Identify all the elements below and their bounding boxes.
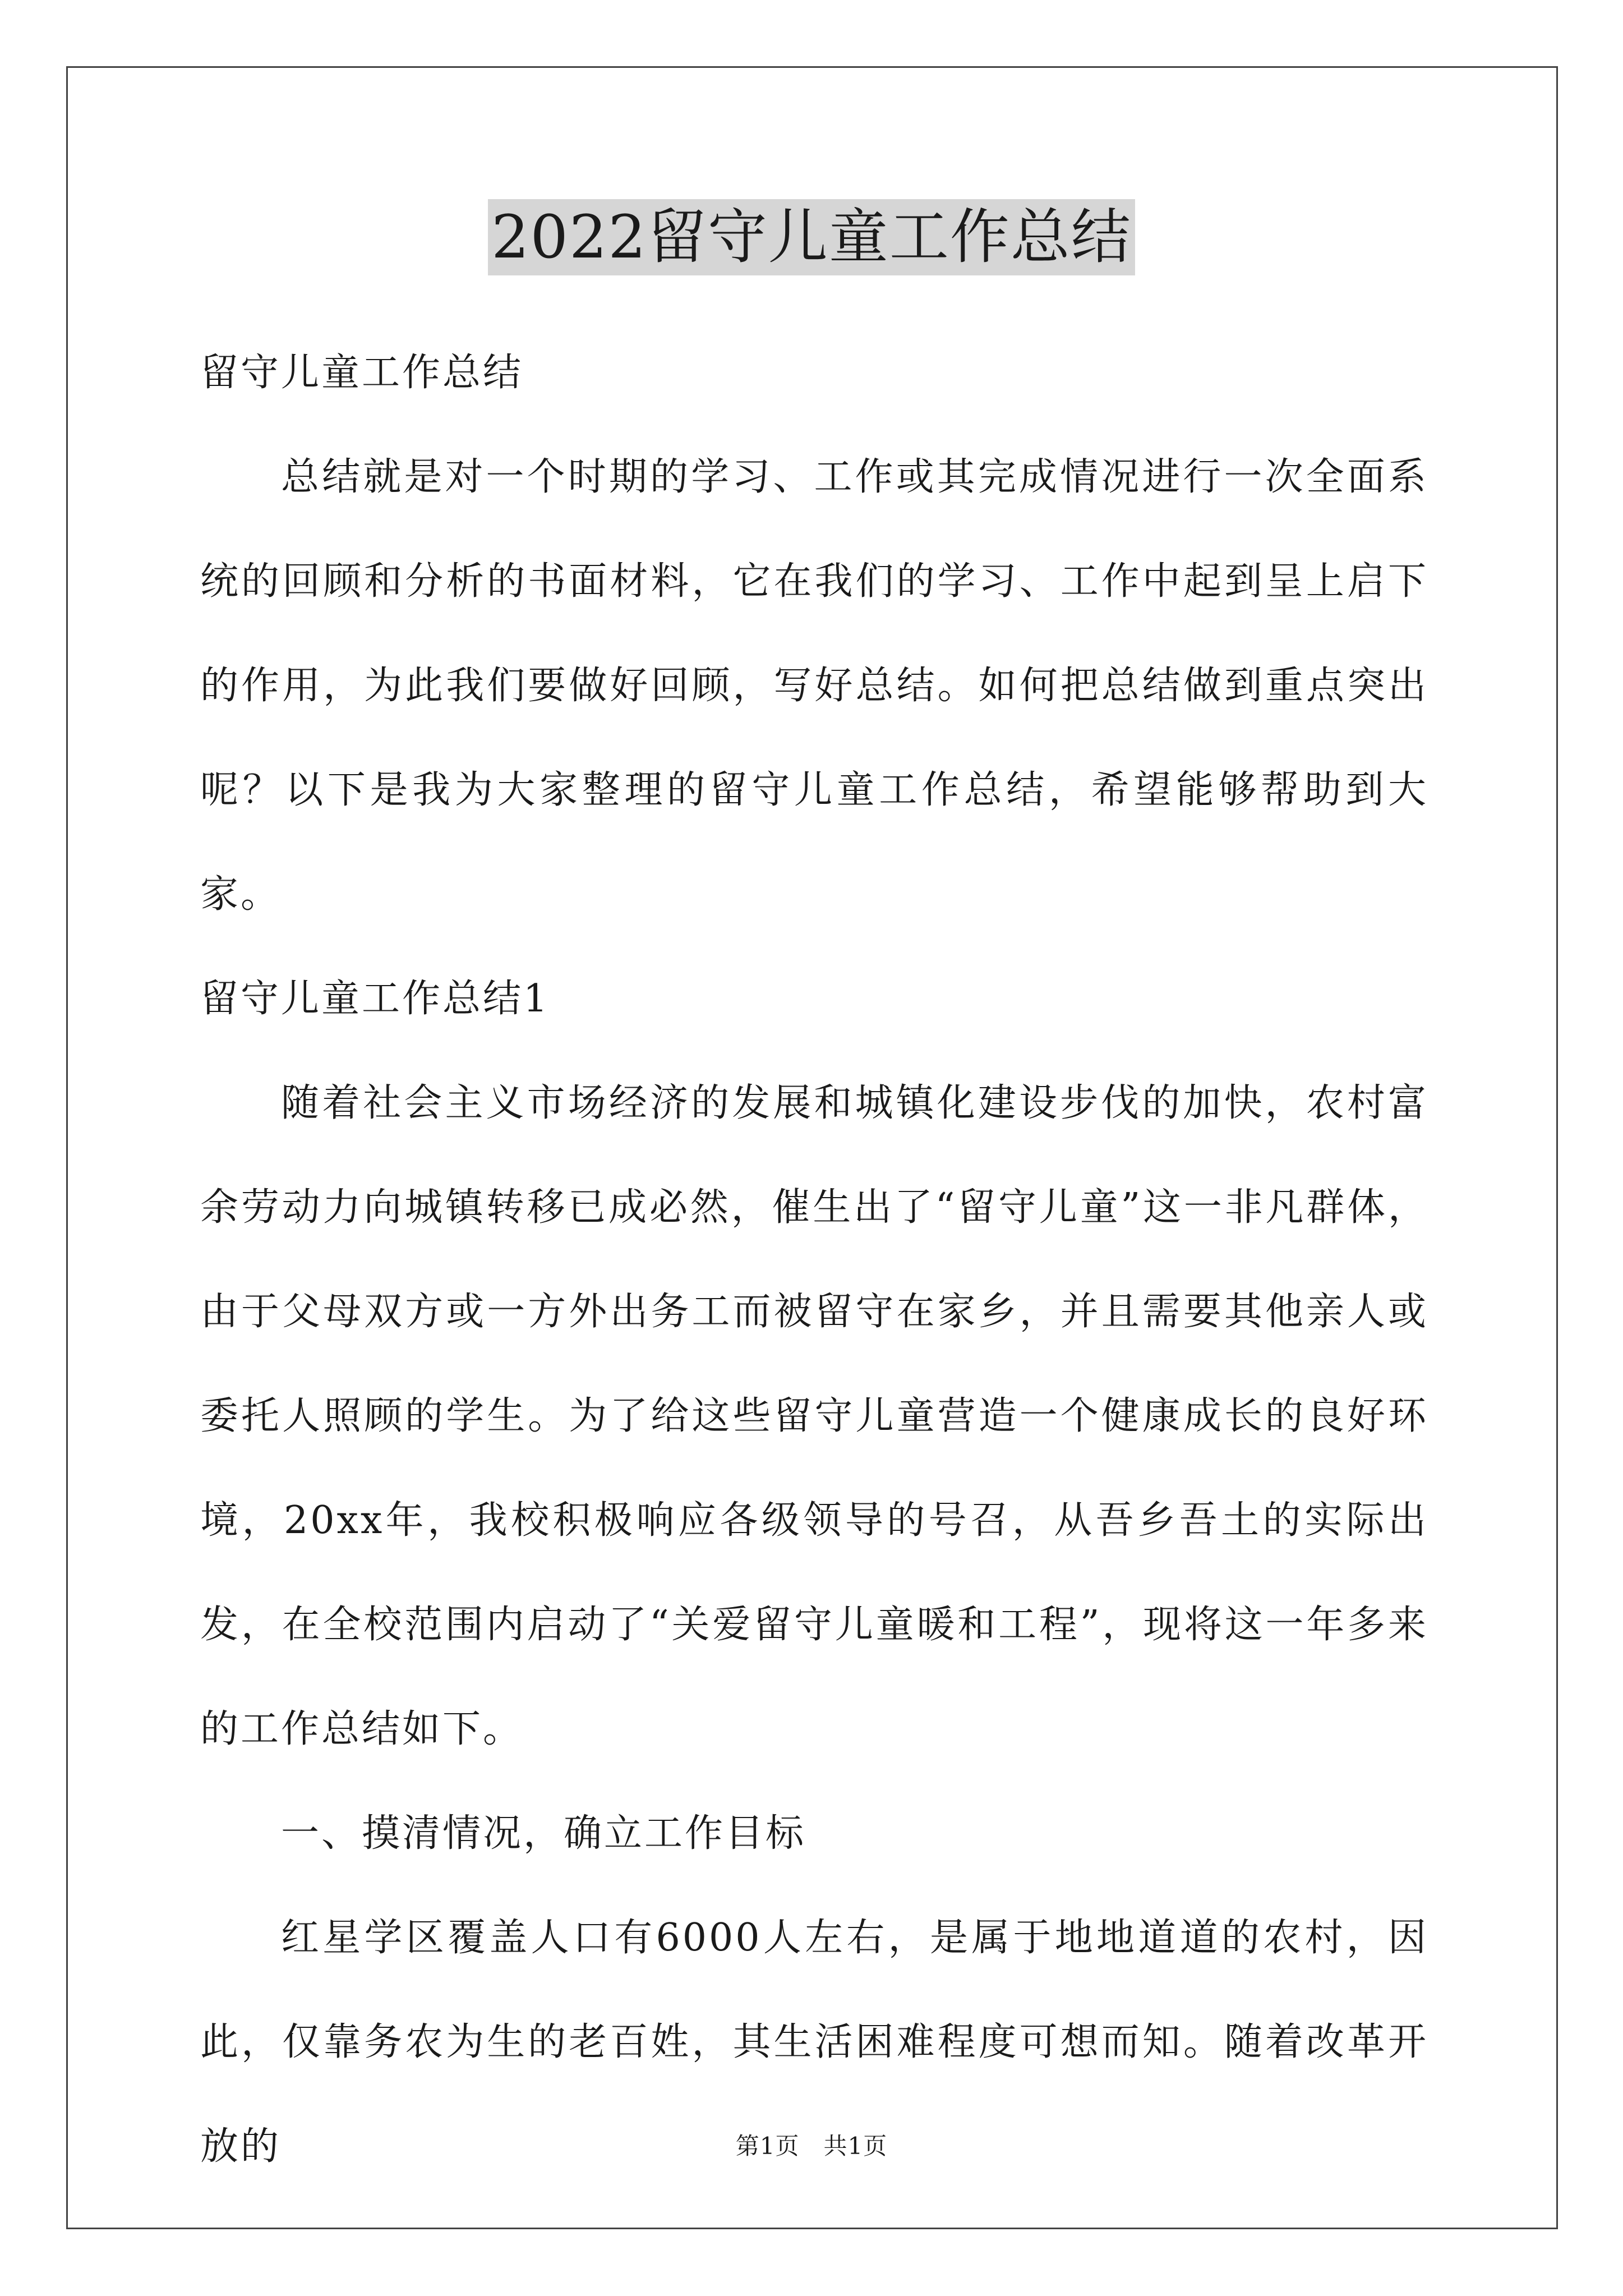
section-heading: 留守儿童工作总结1 bbox=[200, 977, 550, 1021]
subsection-heading: 一、摸清情况，确立工作目标 bbox=[281, 1811, 806, 1856]
body-paragraph: 红星学区覆盖人口有6000人左右，是属于地地道道的农村，因此，仅靠务农为生的老百姓，其生活困难程度可想而知。随着改革开放的 bbox=[200, 1916, 1428, 2169]
body-paragraph: 随着社会主义市场经济的发展和城镇化建设步伐的加快，农村富余劳动力向城镇转移已成必然，催生出了“留守儿童”这一非凡群体，由于父母双方或一方外出务工而被留守在家乡，并且需要其他亲人或委托人照顾的学生。为了给这些留守儿童营造一个健康成长的良好环境，20xx年，我校积极响应各级领导的号召，从吾乡吾土的实际出发，在全校范围内启动了“关爱留守儿童暖和工程”，现将这一年多来的工作总结如下。 bbox=[200, 1081, 1428, 1751]
document-body bbox=[200, 321, 1428, 2199]
title-block bbox=[0, 199, 1623, 275]
intro-paragraph: 总结就是对一个时期的学习、工作或其完成情况进行一次全面系统的回顾和分析的书面材料，它在我们的学习、工作中起到呈上启下的作用，为此我们要做好回顾，写好总结。如何把总结做到重点突出呢？以下是我为大家整理的留守儿童工作总结，希望能够帮助到大家。 bbox=[200, 455, 1428, 917]
subtitle-line: 留守儿童工作总结 bbox=[200, 351, 524, 395]
page-number-footer: 第1页 共1页 bbox=[735, 2132, 888, 2160]
document-title: 2022留守儿童工作总结 bbox=[488, 199, 1135, 275]
